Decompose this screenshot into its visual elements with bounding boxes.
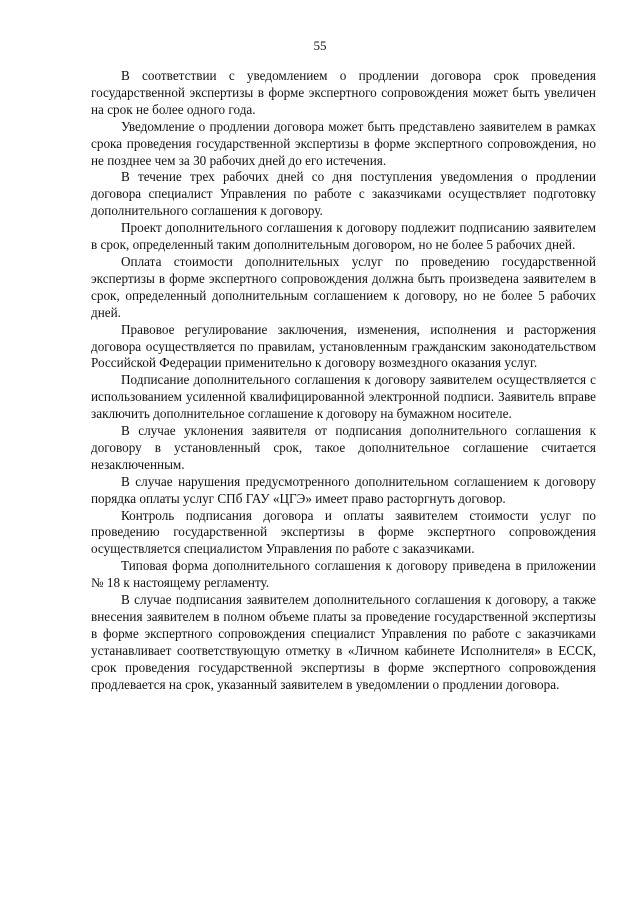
paragraph: Контроль подписания договора и оплаты заявителем стоимости услуг по проведению государственной экспертизы в форме экспертного сопровождения осуществляется специалистом Управления по работе с заказчиками. [91, 507, 596, 557]
page-number: 55 [313, 38, 327, 53]
paragraph: Правовое регулирование заключения, изменения, исполнения и расторжения договора осуществляется по правилам, установленным гражданским законодательством Российской Федерации применительно к договору возмездного оказания услуг. [91, 321, 596, 371]
document-body [91, 68, 596, 694]
paragraph: Подписание дополнительного соглашения к договору заявителем осуществляется с использованием усиленной квалифицированной электронной подписи. Заявитель вправе заключить дополнительное соглашение к договору на бумажном носителе. [91, 372, 596, 422]
paragraph: В течение трех рабочих дней со дня поступления уведомления о продлении договора специалист Управления по работе с заказчиками осуществляет подготовку дополнительного соглашения к договору. [91, 169, 596, 219]
paragraph: Типовая форма дополнительного соглашения к договору приведена в приложении № 18 к настоящему регламенту. [91, 558, 596, 591]
paragraph: Проект дополнительного соглашения к договору подлежит подписанию заявителем в срок, определенный таким дополнительным договором, но не более 5 рабочих дней. [91, 220, 596, 253]
paragraph: В случае подписания заявителем дополнительного соглашения к договору, а также внесения заявителем в полном объеме платы за проведение государственной экспертизы в форме экспертного сопровождения специалист Управления по работе с заказчиками устанавливает соответствующую отметку в «Личном кабинете Исполнителя» в ЕССК, срок проведения государственной экспертизы в форме экспертного сопровождения продлевается на срок, указанный заявителем в уведомлении о продлении договора. [91, 592, 596, 692]
paragraph: В случае уклонения заявителя от подписания дополнительного соглашения к договору в установленный срок, такое дополнительное соглашение считается незаключенным. [91, 423, 596, 472]
paragraph: Уведомление о продлении договора может быть представлено заявителем в рамках срока проведения государственной экспертизы в форме экспертного сопровождения, но не позднее чем за 30 рабочих дней до его истечения. [91, 118, 596, 168]
paragraph: В соответствии с уведомлением о продлении договора срок проведения государственной экспертизы в форме экспертного сопровождения может быть увеличен на срок не более одного года. [91, 68, 596, 117]
paragraph: Оплата стоимости дополнительных услуг по проведению государственной экспертизы в форме экспертного сопровождения должна быть произведена заявителем в срок, определенный дополнительным соглашением к договору, но не более 5 рабочих дней. [91, 253, 596, 320]
paragraph: В случае нарушения предусмотренного дополнительном соглашением к договору порядка оплаты услуг СПб ГАУ «ЦГЭ» имеет право расторгнуть договор. [91, 473, 596, 506]
